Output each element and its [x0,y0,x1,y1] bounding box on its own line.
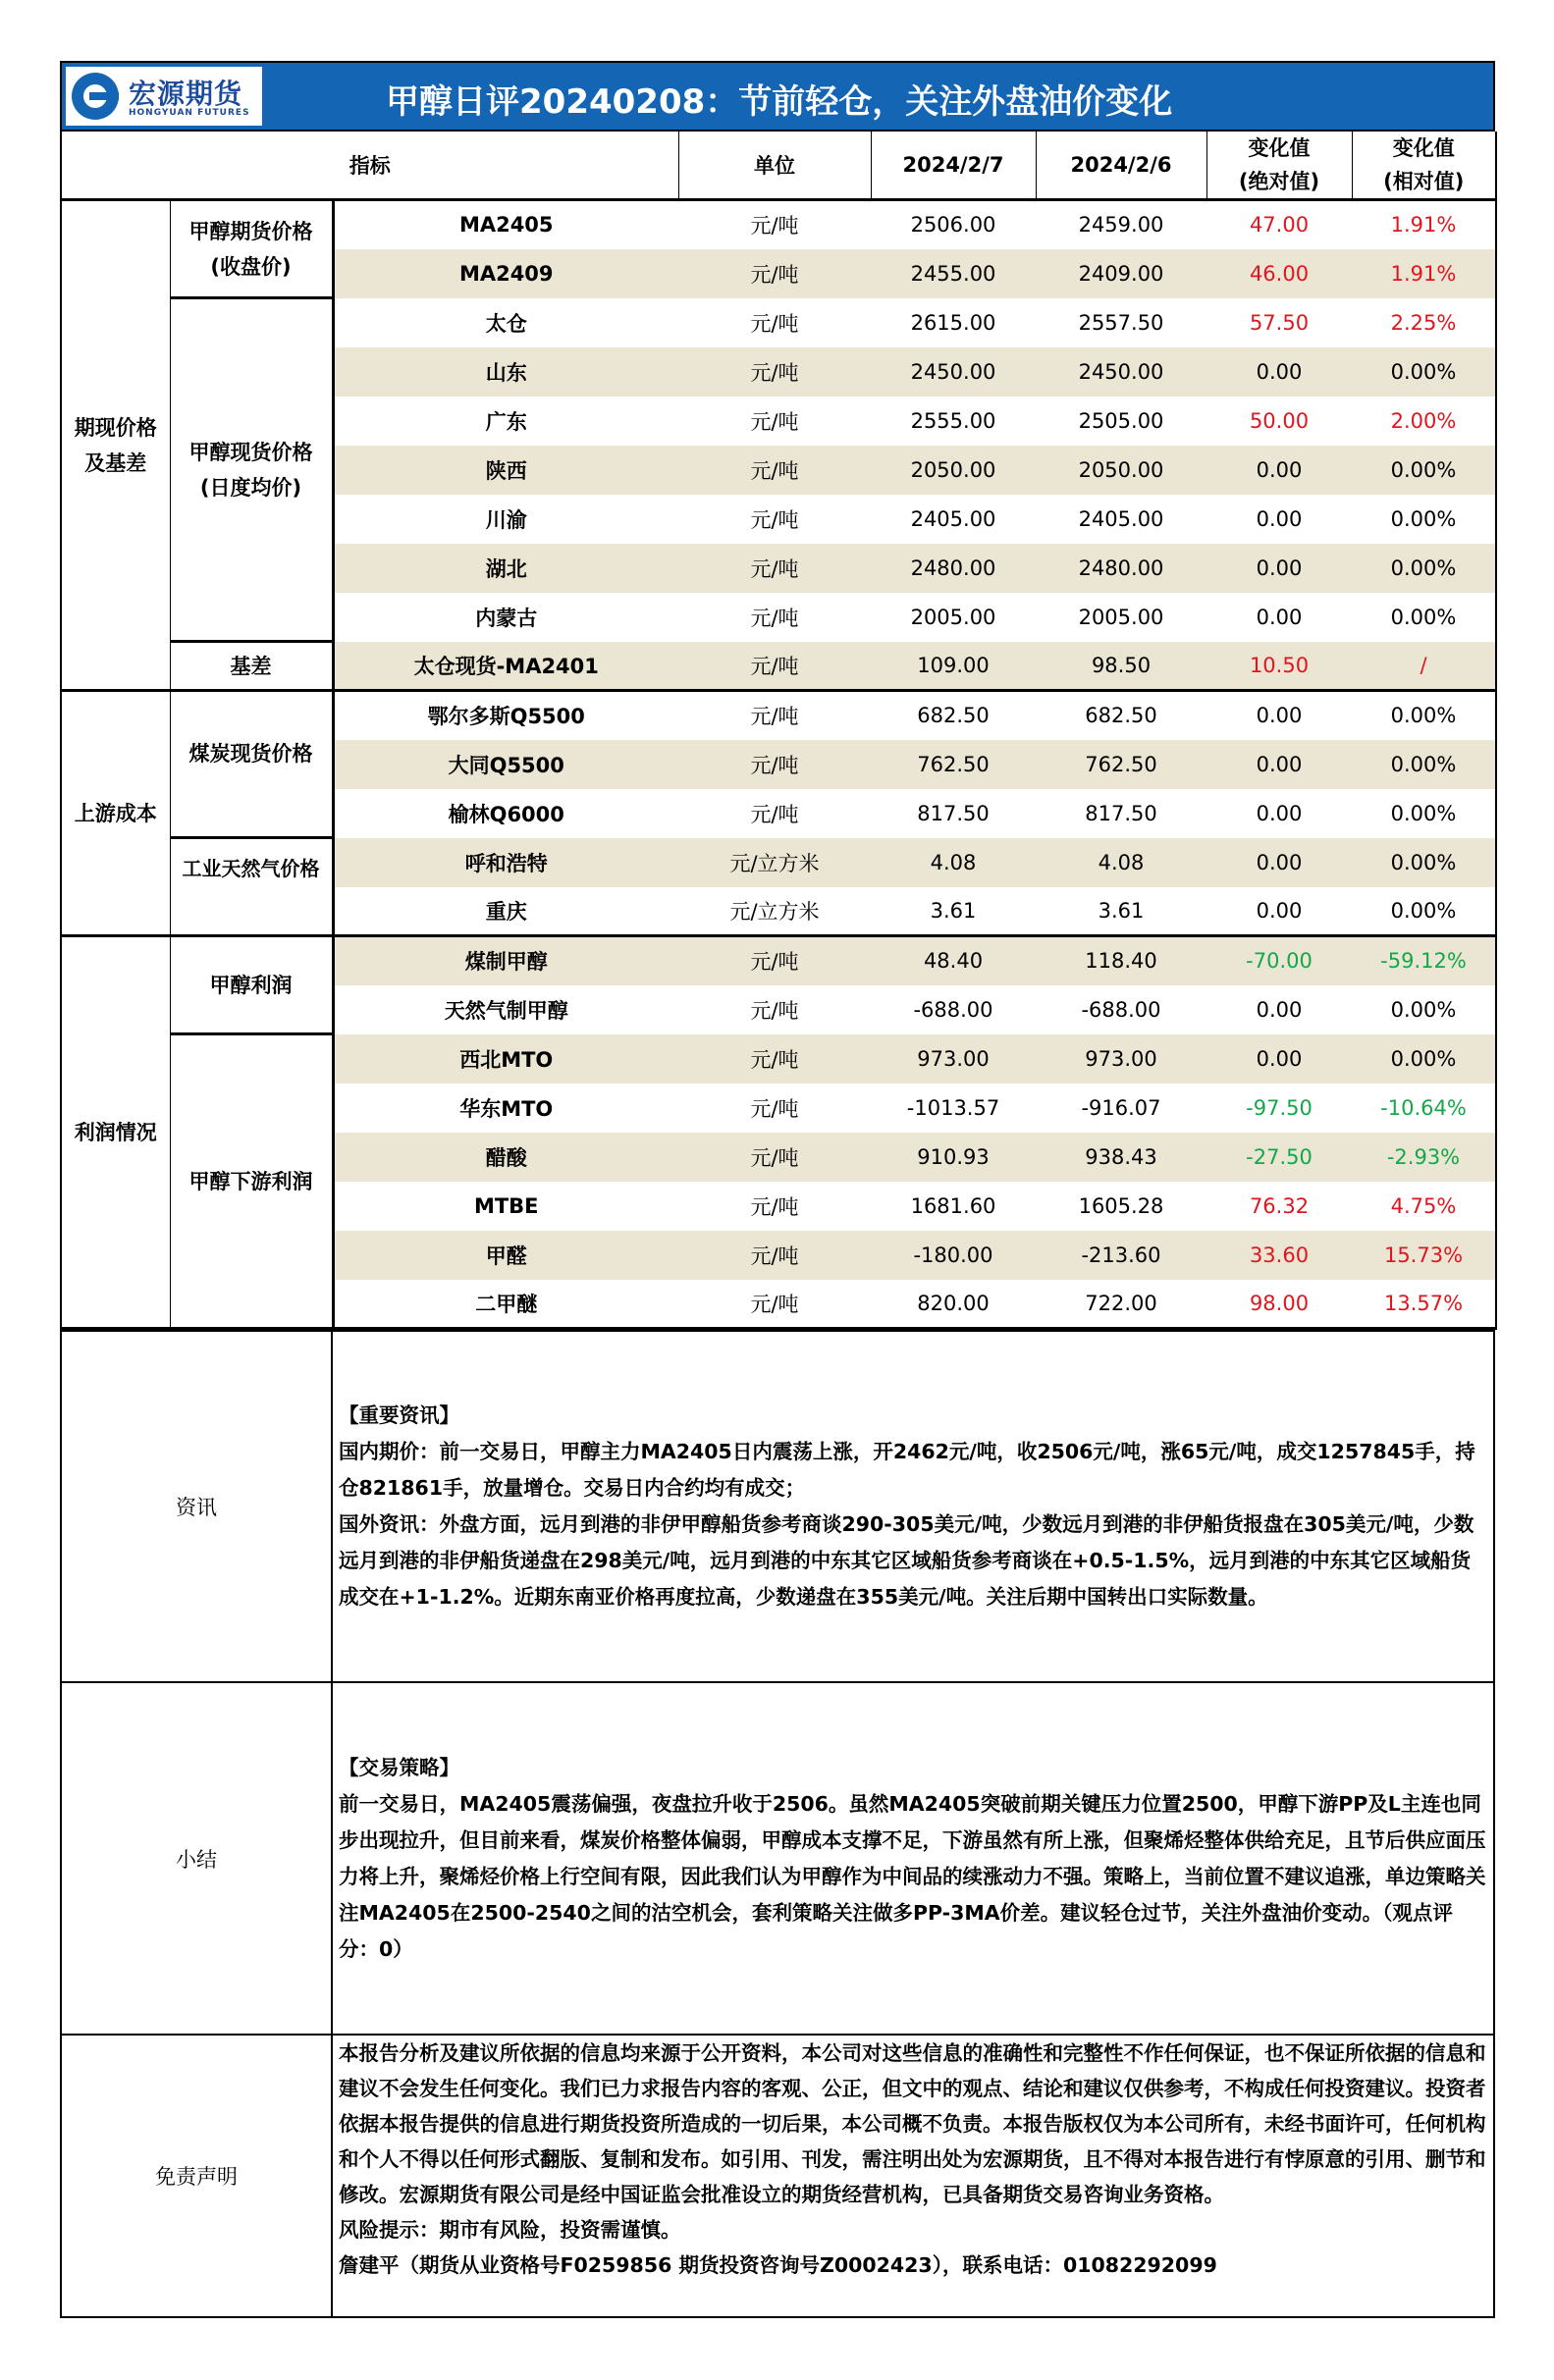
col-header-indicator: 指标 [61,132,678,200]
summary-label: 小结 [61,1682,332,2035]
report-title: 甲醇日评20240208：节前轻仓，关注外盘油价变化 [386,82,1173,122]
value-date2: 98.50 [1036,642,1206,691]
news-domestic: 国内期价：前一交易日，甲醇主力MA2405日内震荡上涨，开2462元/吨，收2506元/吨，涨65元/吨，成交1257845手，持仓821861手，放量增仓。交易日内合约均有成交； [339,1440,1475,1500]
rel-change: 0.00% [1352,838,1496,887]
rel-change: 0.00% [1352,985,1496,1034]
group-label: 利润情况 [61,936,170,1329]
logo-mark-icon [72,73,119,120]
value-date2: 2405.00 [1078,506,1164,531]
indicator-name: 太仓现货-MA2401 [333,642,678,691]
news-heading: 【重要资讯】 [339,1403,459,1427]
group-label: 上游成本 [61,691,170,936]
rel-change: 2.00% [1352,397,1496,446]
abs-change: 0.00 [1256,704,1303,728]
value-date1: 2450.00 [871,347,1036,397]
unit-cell: 元/吨 [678,1280,871,1329]
abs-change: 47.00 [1249,213,1310,238]
value-date1: -688.00 [913,997,993,1022]
summary-heading: 【交易策略】 [339,1755,459,1779]
rel-change: 0.00% [1352,789,1496,838]
indicator-table [60,132,1497,1330]
abs-change: 33.60 [1206,1231,1352,1280]
abs-change: -70.00 [1206,936,1352,985]
value-date1: 2555.00 [910,408,996,433]
subgroup-label: 甲醇下游利润 [170,1034,333,1329]
value-date1: 2506.00 [910,213,996,238]
unit-cell: 元/吨 [678,446,871,495]
unit-cell: 元/吨 [750,1096,799,1121]
value-date2: 2050.00 [1036,446,1206,495]
indicator-name: 重庆 [333,887,678,936]
value-date1: 2480.00 [871,544,1036,593]
unit-cell: 元/吨 [750,409,799,434]
abs-change: 50.00 [1249,408,1310,433]
unit-cell: 元/吨 [750,214,799,238]
value-date1: 910.93 [871,1133,1036,1182]
rel-change: 0.00% [1352,446,1496,495]
unit-cell: 元/吨 [678,249,871,298]
risk-notice: 风险提示：期市有风险，投资需谨慎。 [339,2218,681,2242]
subgroup-label: 甲醇现货价格 (日度均价) [170,298,333,642]
value-date2: 2480.00 [1036,544,1206,593]
indicator-name: 湖北 [333,544,678,593]
summary-text: 前一交易日，MA2405震荡偏强，夜盘拉升收于2506。虽然MA2405突破前期关键压力位置2500，甲醇下游PP及L主连也同步出现拉升，但目前来看，煤炭价格整体偏弱，甲醇成本支撑不足，下游虽然有所上涨，但聚烯烃整体供给充足，且节后供应面压力将上升，聚烯烃价格上行空间有限，因此我们认为甲醇作为中间品的续涨动力不强。策略上，当前位置不建议追涨，单边策略关注MA2405在2500-2540之间的沽空机会，套利策略关注做多PP-3MA价差。建议轻仓过节，关注外盘油价变动。（观点评分：0） [339,1791,1486,1961]
report-page [60,61,1495,2318]
unit-cell: 元/吨 [678,936,871,985]
abs-change: 0.00 [1206,1034,1352,1084]
indicator-name: 广东 [485,409,527,434]
value-date2: 1605.28 [1078,1193,1164,1218]
report-header [60,61,1495,132]
disclaimer-content [332,2035,1494,2317]
value-date1: 762.50 [871,740,1036,789]
indicator-name: 甲醛 [333,1231,678,1280]
value-date2: 722.00 [1036,1280,1206,1329]
value-date2: 2005.00 [1078,605,1164,629]
value-date2: 973.00 [1036,1034,1206,1084]
table-row [61,838,1496,887]
disclaimer-label: 免责声明 [61,2035,332,2317]
disclaimer-row [61,2035,1494,2317]
abs-change: 0.00 [1256,605,1303,629]
value-date2: 118.40 [1036,936,1206,985]
value-date2: -688.00 [1081,997,1161,1022]
company-logo [66,67,262,126]
indicator-name: 太仓 [485,311,527,336]
author-info: 詹建平（期货从业资格号F0259856 期货投资咨询号Z0002423），联系电话：01082292099 [339,2253,1217,2277]
col-header-rel-change: 变化值 (相对值) [1352,132,1496,200]
abs-change: 0.00 [1206,446,1352,495]
subgroup-label: 甲醇期货价格 (收盘价) [170,200,333,298]
value-date1: 1681.60 [910,1193,996,1218]
notes-table [60,1330,1495,2318]
logo-cn-text: 宏源期货 [129,78,243,110]
subgroup-label: 甲醇利润 [170,936,333,1034]
rel-change: 0.00% [1352,495,1496,544]
value-date1: -180.00 [871,1231,1036,1280]
unit-cell: 元/吨 [750,705,799,729]
value-date2: 762.50 [1036,740,1206,789]
indicator-name: 大同Q5500 [333,740,678,789]
value-date2: 682.50 [1085,704,1157,728]
abs-change: 98.00 [1206,1280,1352,1329]
rel-change: 13.57% [1352,1280,1496,1329]
unit-cell: 元/吨 [678,347,871,397]
unit-cell: 元/吨 [750,802,799,826]
rel-change: 0.00% [1352,740,1496,789]
rel-change: 1.91% [1352,249,1496,298]
table-row [61,298,1496,347]
news-foreign: 国外资讯：外盘方面，远月到港的非伊甲醇船货参考商谈290-305美元/吨，少数远月到港的非伊船货报盘在305美元/吨，少数远月到港的非伊船货递盘在298美元/吨，远月到港的中东其它区域船货参考商谈在+0.5-1.5%，远月到港的中东其它区域船货成交在+1-1.2%。近期东南亚价格再度拉高，少数递盘在355美元/吨。关注后期中国转出口实际数量。 [339,1512,1474,1609]
rel-change: -59.12% [1352,936,1496,985]
value-date1: 4.08 [871,838,1036,887]
abs-change: 46.00 [1206,249,1352,298]
indicator-name: MTBE [473,1193,539,1218]
abs-change: 0.00 [1206,740,1352,789]
abs-change: 0.00 [1206,544,1352,593]
unit-cell: 元/吨 [678,1133,871,1182]
value-date1: 820.00 [871,1280,1036,1329]
value-date1: 48.40 [871,936,1036,985]
abs-change: -97.50 [1246,1095,1313,1120]
summary-row [61,1682,1494,2035]
indicator-name: 醋酸 [333,1133,678,1182]
abs-change: -27.50 [1206,1133,1352,1182]
indicator-name: 呼和浩特 [333,838,678,887]
subgroup-label: 煤炭现货价格 [170,691,333,838]
group-label: 期现价格 及基差 [61,200,170,691]
table-row [61,691,1496,740]
value-date1: 109.00 [871,642,1036,691]
abs-change: 0.00 [1206,347,1352,397]
unit-cell: 元/吨 [750,507,799,532]
value-date1: 2615.00 [910,310,996,335]
rel-change: -10.64% [1352,1084,1496,1133]
rel-change: 0.00% [1352,593,1496,642]
rel-change: 0.00% [1352,347,1496,397]
unit-cell: 元/吨 [678,642,871,691]
news-label: 资讯 [61,1331,332,1682]
unit-cell: 元/立方米 [678,887,871,936]
indicator-name: 华东MTO [459,1096,554,1121]
unit-cell: 元/吨 [678,1231,871,1280]
indicator-name: MA2405 [458,213,554,238]
abs-change: 10.50 [1206,642,1352,691]
value-date2: -213.60 [1036,1231,1206,1280]
value-date1: 2405.00 [910,506,996,531]
table-row [61,1034,1496,1084]
value-date2: 2557.50 [1078,310,1164,335]
news-row [61,1331,1494,1682]
value-date1: 2050.00 [871,446,1036,495]
abs-change: 0.00 [1256,801,1303,825]
value-date1: 682.50 [917,704,990,728]
unit-cell: 元/吨 [750,998,799,1023]
value-date2: 2459.00 [1078,213,1164,238]
table-header-row [61,132,1496,200]
table-row [61,642,1496,691]
abs-change: 0.00 [1206,838,1352,887]
unit-cell: 元/立方米 [678,838,871,887]
indicator-name: 榆林Q6000 [448,802,564,826]
value-date2: 2409.00 [1036,249,1206,298]
subgroup-label: 基差 [170,642,333,691]
value-date2: -916.07 [1081,1095,1161,1120]
rel-change: 2.25% [1352,298,1496,347]
indicator-name: 内蒙古 [475,606,538,630]
indicator-name: 川渝 [485,507,527,532]
value-date1: 3.61 [871,887,1036,936]
indicator-name: 鄂尔多斯Q5500 [427,705,585,729]
subgroup-label: 工业天然气价格 [170,838,333,936]
rel-change: -2.93% [1352,1133,1496,1182]
abs-change: 0.00 [1256,997,1303,1022]
indicator-name: 西北MTO [333,1034,678,1084]
value-date2: 3.61 [1036,887,1206,936]
indicator-name: 煤制甲醇 [333,936,678,985]
unit-cell: 元/吨 [750,606,799,630]
abs-change: 76.32 [1249,1193,1310,1218]
value-date2: 2505.00 [1078,408,1164,433]
news-content [332,1331,1494,1682]
unit-cell: 元/吨 [678,1034,871,1084]
rel-change: 0.00% [1352,1034,1496,1084]
abs-change: 57.50 [1249,310,1310,335]
value-date1: 2455.00 [871,249,1036,298]
rel-change: 1.91% [1352,200,1496,249]
indicator-name: 二甲醚 [333,1280,678,1329]
rel-change: 0.00% [1352,544,1496,593]
value-date1: 2005.00 [910,605,996,629]
value-date2: 4.08 [1036,838,1206,887]
rel-change: 0.00% [1352,691,1496,740]
col-header-abs-change: 变化值 (绝对值) [1206,132,1352,200]
value-date2: 2450.00 [1036,347,1206,397]
indicator-name: 山东 [333,347,678,397]
value-date1: 973.00 [871,1034,1036,1084]
value-date1: -1013.57 [906,1095,1000,1120]
unit-cell: 元/吨 [678,544,871,593]
abs-change: 0.00 [1206,887,1352,936]
value-date2: 817.50 [1085,801,1157,825]
table-row [61,936,1496,985]
rel-change: 4.75% [1352,1182,1496,1231]
unit-cell: 元/吨 [750,311,799,336]
col-header-date2: 2024/2/6 [1036,132,1206,200]
disclaimer-text: 本报告分析及建议所依据的信息均来源于公开资料，本公司对这些信息的准确性和完整性不作任何保证，也不保证所依据的信息和建议不会发生任何变化。我们已力求报告内容的客观、公正，但文中的观点、结论和建议仅供参考，不构成任何投资建议。投资者依据本报告提供的信息进行期货投资所造成的一切后果，本公司概不负责。本报告版权仅为本公司所有，未经书面许可，任何机构和个人不得以任何形式翻版、复制和发布。如引用、刊发，需注明出处为宏源期货，且不得对本报告进行有悖原意的引用、删节和修改。宏源期货有限公司是经中国证监会批准设立的期货经营机构，已具备期货交易咨询业务资格。 [339,2041,1486,2206]
rel-change: 0.00% [1352,887,1496,936]
rel-change: / [1352,642,1496,691]
abs-change: 0.00 [1256,506,1303,531]
value-date1: 817.50 [917,801,990,825]
value-date2: 938.43 [1036,1133,1206,1182]
indicator-name: MA2409 [333,249,678,298]
indicator-name: 陕西 [333,446,678,495]
table-row [61,200,1496,249]
col-header-unit: 单位 [678,132,871,200]
col-header-date1: 2024/2/7 [871,132,1036,200]
summary-content [332,1682,1494,2035]
rel-change: 15.73% [1352,1231,1496,1280]
unit-cell: 元/吨 [750,1194,799,1219]
indicator-name: 天然气制甲醇 [444,998,568,1023]
logo-en-text: HONGYUAN FUTURES [129,108,250,118]
unit-cell: 元/吨 [678,740,871,789]
